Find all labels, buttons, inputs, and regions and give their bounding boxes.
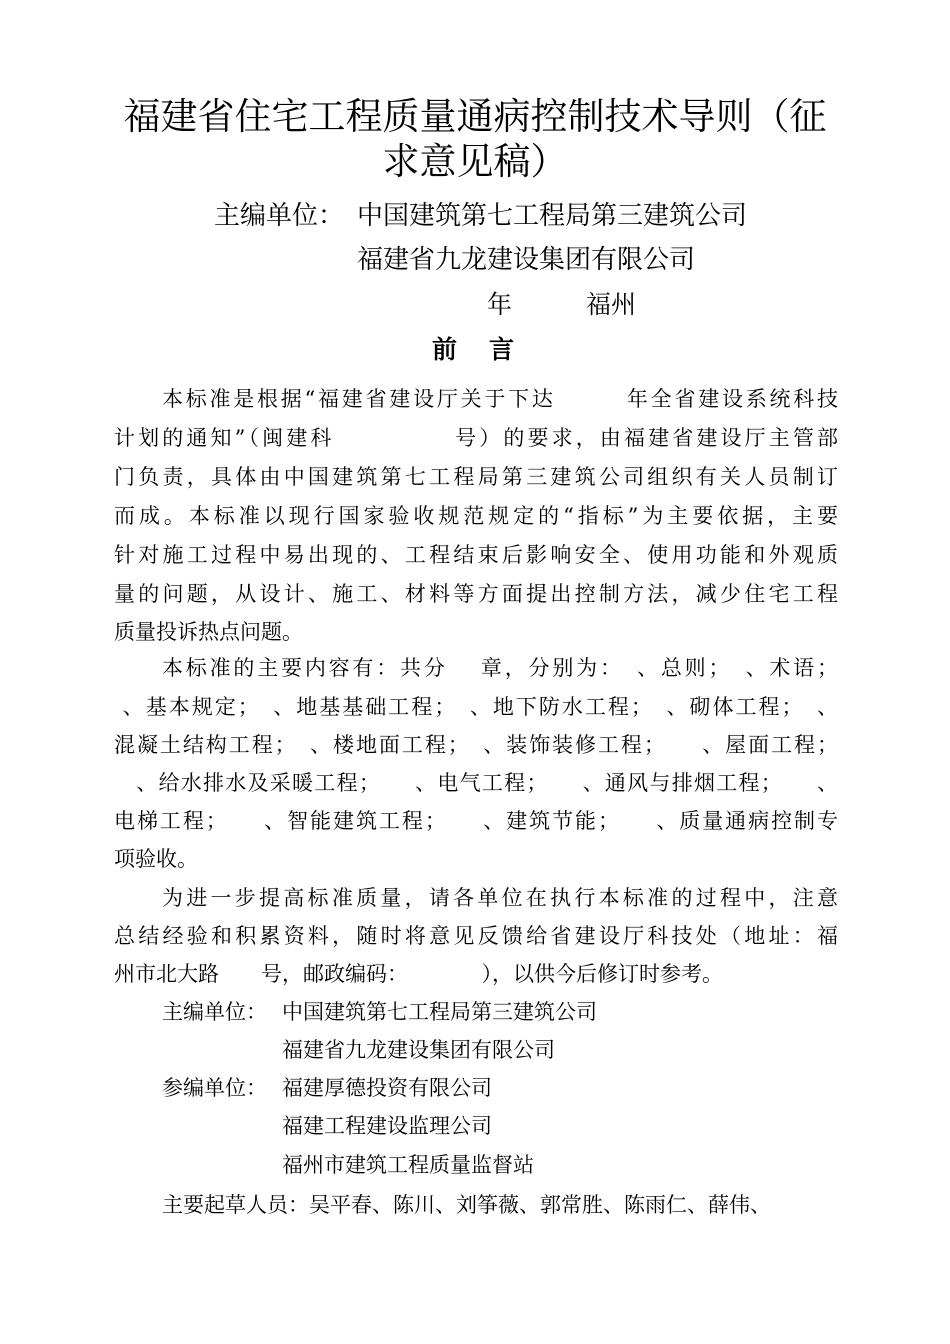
paragraph-3-line-3: 州市北大路 号，邮政编码： ），以供今后修订时参考。 xyxy=(114,962,723,986)
participant-label: 参编单位： xyxy=(162,1076,267,1100)
chief-editor-org-1: 中国建筑第七工程局第三建筑公司 xyxy=(282,1000,597,1024)
chief-editor-org-2: 福建省九龙建设集团有限公司 xyxy=(282,1038,555,1062)
year-label: 年 xyxy=(487,290,513,319)
paragraph-1-line-6: 量的问题，从设计、施工、材料等方面提出控制方法，减少住宅工程 xyxy=(114,582,838,606)
paragraph-2-line-3: 混凝土结构工程； 、楼地面工程； 、装饰装修工程； 、屋面工程； xyxy=(114,733,838,757)
participant-org-1: 福建厚德投资有限公司 xyxy=(282,1076,492,1100)
paragraph-1-line-1: 本标准是根据“福建省建设厅关于下达 年全省建设系统科技 xyxy=(162,387,838,411)
paragraph-2-line-6: 项验收。 xyxy=(114,847,198,871)
document-title-line-2: 求意见稿） xyxy=(382,140,568,183)
paragraph-1-line-2: 计划的通知”（闽建科 号）的要求，由福建省建设厅主管部 xyxy=(114,426,838,450)
paragraph-2-line-2: 、基本规定； 、地基基础工程； 、地下防水工程； 、砌体工程； 、 xyxy=(114,695,838,719)
chief-editor-label: 主编单位： xyxy=(162,1000,267,1024)
participant-org-3: 福州市建筑工程质量监督站 xyxy=(282,1153,534,1177)
preface-char-1: 前 xyxy=(432,335,458,364)
editor-label: 主编单位： xyxy=(214,201,345,231)
paragraph-1-line-7: 质量投诉热点问题。 xyxy=(114,620,303,644)
paragraph-1-line-3: 门负责，具体由中国建筑第七工程局第三建筑公司组织有关人员制订 xyxy=(114,465,838,489)
paragraph-3-line-2: 总结经验和积累资料，随时将意见反馈给省建设厅科技处（地址：福 xyxy=(114,924,838,948)
place-label: 福州 xyxy=(586,290,637,319)
drafters-line: 主要起草人员：吴平春、陈川、刘筝薇、郭常胜、陈雨仁、薛伟、 xyxy=(162,1193,771,1217)
paragraph-2-line-1: 本标准的主要内容有：共分 章，分别为： 、总则； 、术语； xyxy=(162,656,838,680)
paragraph-3-line-1: 为进一步提高标准质量，请各单位在执行本标准的过程中，注意 xyxy=(162,886,838,910)
document-title-line-1: 福建省住宅工程质量通病控制技术导则（征 xyxy=(123,95,827,138)
editor-org-1: 中国建筑第七工程局第三建筑公司 xyxy=(357,201,748,231)
paragraph-1-line-4: 而成。本标准以现行国家验收规范规定的“指标”为主要依据，主要 xyxy=(114,504,838,528)
paragraph-2-line-4: 、给水排水及采暖工程； 、电气工程； 、通风与排烟工程； 、 xyxy=(114,771,838,795)
participant-org-2: 福建工程建设监理公司 xyxy=(282,1114,492,1138)
editor-org-2: 福建省九龙建设集团有限公司 xyxy=(357,245,696,275)
preface-heading xyxy=(432,331,514,369)
paragraph-2-line-5: 电梯工程； 、智能建筑工程； 、建筑节能； 、质量通病控制专 xyxy=(114,809,838,833)
preface-char-2: 言 xyxy=(489,335,515,364)
paragraph-1-line-5: 针对施工过程中易出现的、工程结束后影响安全、使用功能和外观质 xyxy=(114,543,838,567)
